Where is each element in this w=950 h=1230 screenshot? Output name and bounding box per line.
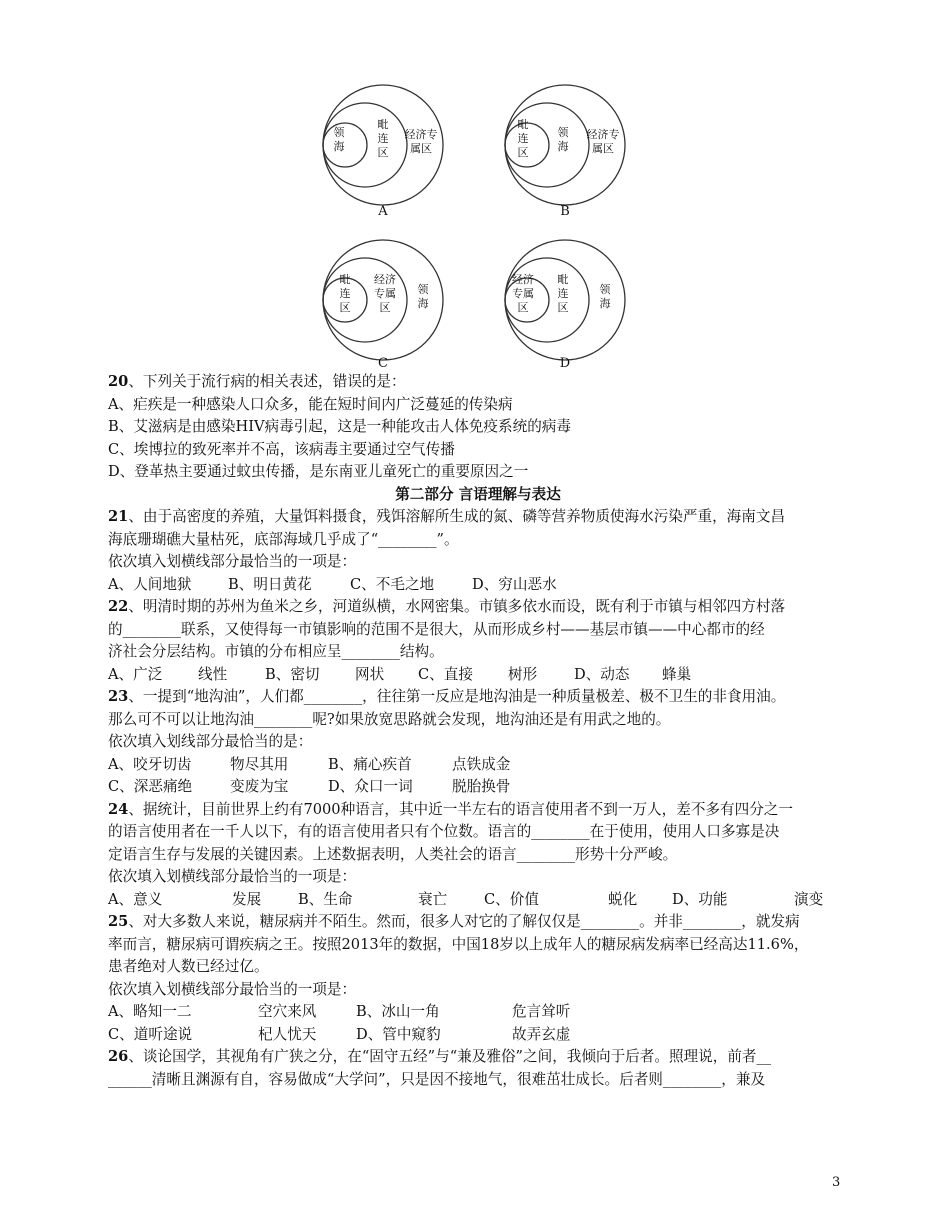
q22-line-3: 济社会分层结构。市镇的分布相应呈________结构。: [108, 643, 444, 660]
q22-option-a-2: 线性: [198, 665, 228, 683]
q20-number: 20: [108, 373, 129, 390]
q21-text-1: 、由于高密度的养殖，大量饵料摄食，残饵溶解所生成的氮、磷等营养物质使海水污染严重，海南文昌: [128, 508, 786, 525]
q25-options-row-1: [108, 1001, 848, 1024]
q26-line-1: [108, 1046, 848, 1069]
diagram-a-outer-label: 经济专 属区: [404, 128, 438, 155]
q23-option-b-2: 点铁成金: [452, 755, 511, 773]
diagram-a-label: A: [378, 204, 388, 219]
q24-option-d-2: 演变: [794, 890, 824, 908]
q21-number: 21: [108, 508, 129, 525]
page-number: 3: [832, 1175, 841, 1190]
q25-line-2: 率而言，糖尿病可谓疾病之王。按照2013年的数据，中国18岁以上成年人的糖尿病发病率已经高达11.6%，: [108, 935, 809, 953]
q23-line-1: [108, 686, 848, 709]
q21-option-a: A、人间地狱: [108, 575, 192, 593]
q23-option-c-2: 变废为宝: [230, 778, 289, 795]
q24-option-c-2: 蜕化: [608, 890, 638, 908]
q23-option-d-2: 脱胎换骨: [452, 778, 511, 795]
diagram-a-middle-label: 毗 连 区: [377, 118, 389, 159]
q20-option-d: D、登革热主要通过蚊虫传播，是东南亚儿童死亡的重要原因之一: [108, 463, 529, 480]
q23-option-a-2: 物尽其用: [230, 755, 289, 773]
q24-number: 24: [108, 800, 129, 818]
q23-option-b-1: B、痛心疾首: [328, 755, 412, 773]
q20-stem-text: 、下列关于流行病的相关表述，错误的是：: [128, 373, 406, 390]
q21-line-2: 海底珊瑚礁大量枯死，底部海域几乎成了“________”。: [108, 530, 459, 548]
q25-text-1: 、对大多数人来说，糖尿病并不陌生。然而，很多人对它的了解仅仅是________。并非________，就发病: [128, 913, 800, 930]
q25-line-3: 患者绝对人数已经过亿。: [108, 958, 269, 975]
q24-prompt: 依次填入划横线部分最恰当的一项是：: [108, 868, 357, 885]
q24-option-a-2: 发展: [232, 890, 262, 908]
q24-text-1: 、据统计，目前世界上约有7000种语言，其中近一半左右的语言使用者不到一万人，差不多有四分之一: [128, 800, 793, 818]
q23-text-1: 、一提到“地沟油”，人们都________，往往第一反应是地沟油是一种质量极差、极不卫生的非食用油。: [128, 688, 786, 705]
q25-option-c-2: 杞人忧天: [258, 1025, 317, 1043]
q22-option-b-2: 网状: [355, 665, 385, 683]
diagram-b-outer-label: 经济专 属区: [586, 128, 620, 155]
q21-option-d: D、穷山恶水: [472, 575, 557, 593]
diagram-d-inner-label: 经济 专属 区: [512, 273, 534, 314]
q24-option-d-1: D、功能: [672, 890, 728, 908]
diagram-d-label: D: [559, 356, 571, 371]
q25-number: 25: [108, 913, 129, 930]
q25-line-1: [108, 911, 848, 934]
q25-option-b-2: 危言耸听: [512, 1003, 571, 1020]
diagram-c-inner-label: 毗 连 区: [339, 273, 351, 314]
q22-text-1: 、明清时期的苏州为鱼米之乡，河道纵横，水网密集。市镇多依水而设，既有利于市镇与相邻四方村落: [128, 598, 786, 615]
q26-text-1: 、谈论国学，其视角有广狭之分，在“固守五经”与“兼及雅俗”之间，我倾向于后者。照理说，前者__: [128, 1048, 772, 1065]
q23-number: 23: [108, 688, 129, 705]
q23-option-a-1: A、咬牙切齿: [108, 755, 192, 773]
q23-option-d-1: D、众口一词: [328, 778, 413, 795]
diagram-b-label: B: [560, 204, 570, 219]
q23-options-row-2: [108, 776, 848, 799]
q22-line-1: [108, 596, 848, 619]
q22-option-d-2: 蜂巢: [662, 665, 692, 683]
q24-option-b-2: 衰亡: [418, 890, 448, 908]
diagram-c-middle-label: 经济 专属 区: [374, 273, 396, 314]
q20-option-b: B、艾滋病是由感染HIV病毒引起，这是一种能攻击人体免疫系统的病毒: [108, 418, 571, 435]
q20-option-c: C、埃博拉的致死率并不高，该病毒主要通过空气传播: [108, 440, 455, 458]
q23-line-2: 那么可不可以让地沟油________呢?如果放宽思路就会发现，地沟油还是有用武之地的。: [108, 710, 671, 728]
q21-prompt: 依次填入划横线部分最恰当的一项是：: [108, 553, 357, 570]
q25-option-c-1: C、道听途说: [108, 1025, 193, 1043]
q25-option-d-1: D、管中窥豹: [356, 1025, 441, 1043]
q25-option-d-2: 故弄玄虚: [512, 1025, 571, 1043]
q21-options: [108, 574, 848, 597]
q25-prompt: 依次填入划横线部分最恰当的一项是：: [108, 980, 357, 998]
q25-option-a-1: A、略知一二: [108, 1003, 192, 1020]
q20-option-a: A、疟疾是一种感染人口众多，能在短时间内广泛蔓延的传染病: [108, 395, 513, 413]
q24-option-b-1: B、生命: [298, 890, 353, 908]
q21-option-b: B、明日黄花: [228, 575, 312, 593]
q24-line-1: [108, 799, 848, 822]
diagram-c-outer-label: 领 海: [417, 283, 429, 310]
q22-options: [108, 664, 848, 687]
diagram-d-middle-label: 毗 连 区: [557, 273, 569, 314]
diagram-a-inner-label: 领 海: [333, 126, 345, 153]
q23-options-row-1: [108, 754, 848, 777]
q21-line-1: [108, 506, 848, 529]
q24-line-3: 定语言生存与发展的关键因素。上述数据表明，人类社会的语言________形势十分严峻。: [108, 845, 678, 863]
q22-option-c-2: 树形: [508, 665, 538, 683]
q25-option-b-1: B、冰山一角: [356, 1003, 440, 1020]
q24-line-2: 的语言使用者在一千人以下，有的语言使用者只有个位数。语言的________在于使用，使用人口多寡是决: [108, 823, 780, 840]
q22-option-a-1: A、广泛: [108, 665, 163, 683]
q20-stem: [108, 371, 848, 394]
q21-option-c: C、不毛之地: [350, 575, 435, 593]
q23-option-c-1: C、深恶痛绝: [108, 778, 193, 795]
q25-options-row-2: [108, 1024, 848, 1047]
q22-option-b-1: B、密切: [265, 665, 320, 683]
q24-options: [108, 889, 848, 912]
q22-number: 22: [108, 598, 129, 615]
section-heading: 第二部分 言语理解与表达: [395, 485, 561, 503]
diagram-b-middle-label: 领 海: [557, 126, 569, 153]
q23-prompt: 依次填入划线部分最恰当的是：: [108, 733, 313, 750]
q26-number: 26: [108, 1048, 129, 1065]
q24-option-a-1: A、意义: [108, 890, 163, 908]
q26-line-2: ______清晰且渊源有自，容易做成“大学问”，只是因不接地气，很难茁壮成长。后者则________，兼及: [108, 1070, 766, 1088]
q22-option-d-1: D、动态: [574, 665, 630, 683]
question-content: [108, 371, 848, 1091]
q25-option-a-2: 空穴来风: [258, 1003, 317, 1020]
diagram-d-outer-label: 领 海: [599, 283, 611, 310]
diagram-c-label: C: [378, 356, 388, 371]
q22-line-2: 的________联系，又使得每一市镇影响的范围不是很大，从而形成乡村——基层市镇——中心都市的经: [108, 620, 765, 638]
q22-option-c-1: C、直接: [418, 665, 473, 683]
q24-option-c-1: C、价值: [484, 890, 539, 908]
diagram-b-inner-label: 毗 连 区: [517, 118, 529, 159]
